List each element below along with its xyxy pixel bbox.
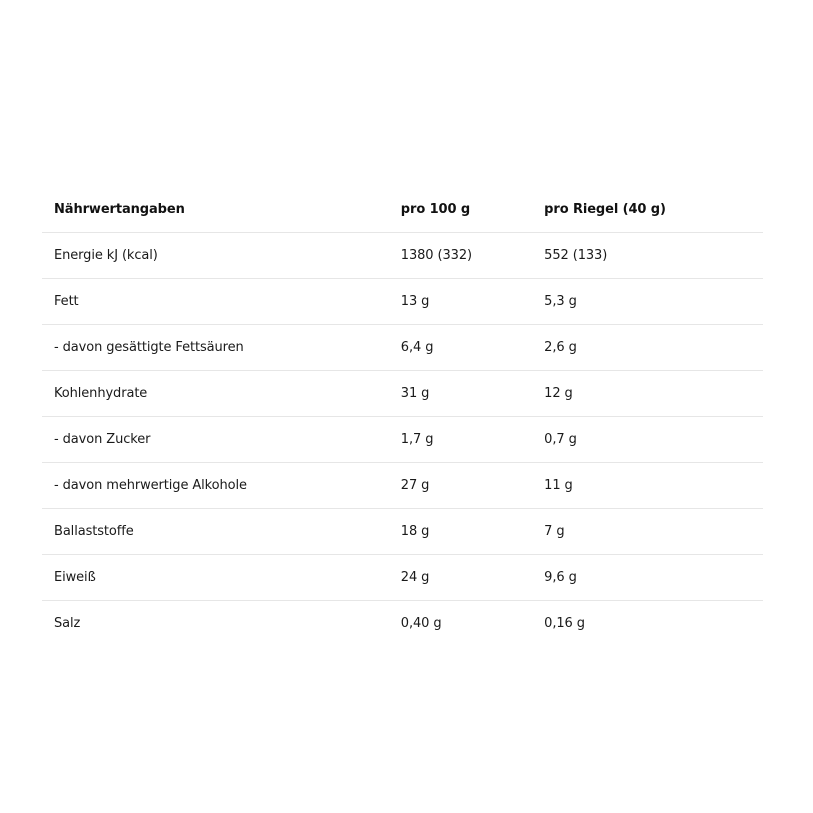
row-value-per-100g: 18 g: [400, 524, 430, 539]
table-row: [42, 233, 763, 279]
row-value-per-100g: 13 g: [400, 294, 430, 309]
table-row: [42, 601, 763, 647]
row-label: - davon Zucker: [54, 432, 151, 447]
row-label: Ballaststoffe: [54, 524, 134, 539]
row-value-per-100g: 6,4 g: [400, 340, 434, 355]
table-row: [42, 463, 763, 509]
row-label: Kohlenhydrate: [54, 386, 148, 401]
row-value-per-bar: 5,3 g: [544, 294, 577, 309]
header-per-bar: pro Riegel (40 g): [544, 202, 666, 217]
row-value-per-bar: 7 g: [544, 524, 565, 539]
row-value-per-100g: 27 g: [400, 478, 430, 493]
row-label: - davon gesättigte Fettsäuren: [54, 340, 244, 355]
row-value-per-100g: 1,7 g: [400, 432, 434, 447]
row-value-per-bar: 0,7 g: [544, 432, 577, 447]
nutrition-table: [42, 187, 763, 646]
row-value-per-bar: 12 g: [544, 386, 573, 401]
table-header-row: [42, 187, 763, 233]
row-value-per-100g: 24 g: [400, 570, 430, 585]
row-value-per-bar: 9,6 g: [544, 570, 577, 585]
row-value-per-100g: 0,40 g: [400, 616, 442, 631]
row-value-per-100g: 1380 (332): [400, 248, 472, 263]
table-row: [42, 509, 763, 555]
row-value-per-bar: 552 (133): [544, 248, 608, 263]
row-label: Salz: [54, 616, 81, 631]
row-value-per-100g: 31 g: [400, 386, 430, 401]
header-per-100g: pro 100 g: [400, 202, 471, 217]
table-row: [42, 417, 763, 463]
row-label: Eiweiß: [54, 570, 96, 585]
row-value-per-bar: 2,6 g: [544, 340, 577, 355]
table-row: [42, 555, 763, 601]
table-row: [42, 279, 763, 325]
table-row: [42, 325, 763, 371]
row-value-per-bar: 0,16 g: [544, 616, 585, 631]
row-label: Energie kJ (kcal): [54, 248, 158, 263]
row-label: Fett: [54, 294, 79, 309]
row-label: - davon mehrwertige Alkohole: [54, 478, 247, 493]
table-row: [42, 371, 763, 417]
row-value-per-bar: 11 g: [544, 478, 573, 493]
header-nutrition-facts: Nährwertangaben: [54, 202, 185, 217]
